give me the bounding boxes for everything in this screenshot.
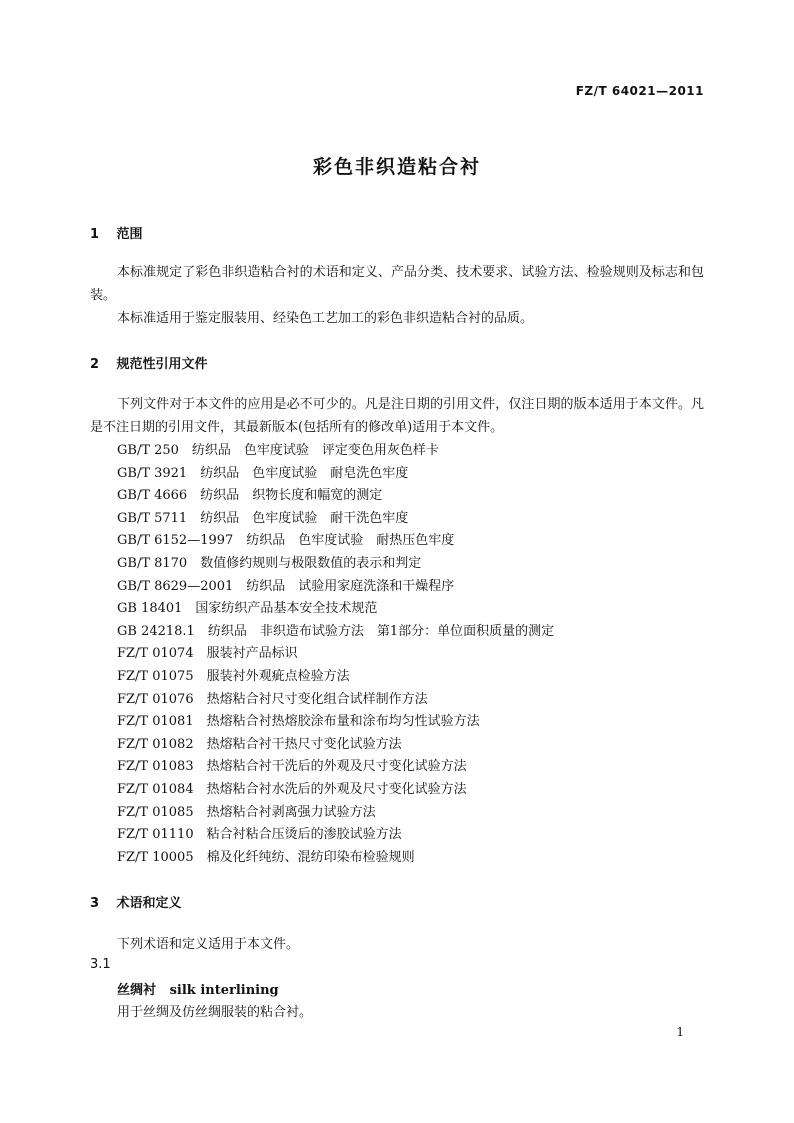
section-heading-references [90,353,208,372]
reference-item: FZ/T 01082 热熔粘合衬干热尺寸变化试验方法 [117,736,402,752]
reference-item: FZ/T 01076 热熔粘合衬尺寸变化组合试样制作方法 [117,691,428,707]
reference-item: FZ/T 01110 粘合衬粘合压烫后的渗胶试验方法 [117,827,402,843]
reference-item: GB/T 8629—2001 纺织品 试验用家庭洗涤和干燥程序 [117,578,455,594]
reference-item: GB/T 6152—1997 纺织品 色牢度试验 耐热压色牢度 [117,533,455,549]
reference-item: FZ/T 10005 棉及化纤纯纺、混纺印染布检验规则 [117,849,415,865]
reference-item: FZ/T 01083 热熔粘合衬干洗后的外观及尺寸变化试验方法 [117,759,467,775]
clause-number: 3.1 [90,957,111,972]
term-chinese: 丝绸衬 [117,983,157,998]
terms-intro: 下列术语和定义适用于本文件。 [117,937,300,952]
reference-item: GB 18401 国家纺织产品基本安全技术规范 [117,601,378,617]
reference-item: FZ/T 01074 服装衬产品标识 [117,646,298,662]
section-title: 范围 [116,227,143,242]
section-heading-scope [90,223,143,242]
section-number: 1 [90,227,100,242]
term-english: silk interlining [169,983,279,998]
scope-paragraph-1: 本标准规定了彩色非织造粘合衬的术语和定义、产品分类、技术要求、试验方法、检验规则及标志和包装。 [90,265,704,303]
reference-item: GB/T 3921 纺织品 色牢度试验 耐皂洗色牢度 [117,465,409,481]
reference-item: GB/T 5711 纺织品 色牢度试验 耐干洗色牢度 [117,510,409,526]
section-title: 术语和定义 [116,896,182,911]
reference-item: GB 24218.1 纺织品 非织造布试验方法 第1部分：单位面积质量的测定 [117,623,555,639]
reference-item: FZ/T 01081 热熔粘合衬热熔胶涂布量和涂布均匀性试验方法 [117,714,480,730]
section-number: 3 [90,896,100,911]
scope-paragraph-2: 本标准适用于鉴定服装用、经染色工艺加工的彩色非织造粘合衬的品质。 [117,311,534,326]
term-entry [117,979,279,998]
document-title: 彩色非织造粘合衬 [312,156,481,178]
section-number: 2 [90,357,100,372]
reference-item: FZ/T 01075 服装衬外观疵点检验方法 [117,668,350,684]
reference-list [117,441,554,870]
reference-item: GB/T 4666 纺织品 织物长度和幅宽的测定 [117,488,383,504]
standard-number: FZ/T 64021—2011 [575,84,704,98]
reference-item: FZ/T 01084 热熔粘合衬水洗后的外观及尺寸变化试验方法 [117,781,467,797]
reference-item: GB/T 250 纺织品 色牢度试验 评定变色用灰色样卡 [117,443,439,458]
section-heading-terms [90,892,182,911]
reference-item: FZ/T 01085 热熔粘合衬剥离强力试验方法 [117,804,376,820]
reference-item: GB/T 8170 数值修约规则与极限数值的表示和判定 [117,555,422,571]
section-title: 规范性引用文件 [116,357,208,372]
page-number: 1 [676,1025,684,1039]
references-intro: 下列文件对于本文件的应用是必不可少的。凡是注日期的引用文件，仅注日期的版本适用于本文件。凡是不注日期的引用文件，其最新版本(包括所有的修改单)适用于本文件。 [90,397,704,435]
term-definition: 用于丝绸及仿丝绸服装的粘合衬。 [117,1005,313,1020]
